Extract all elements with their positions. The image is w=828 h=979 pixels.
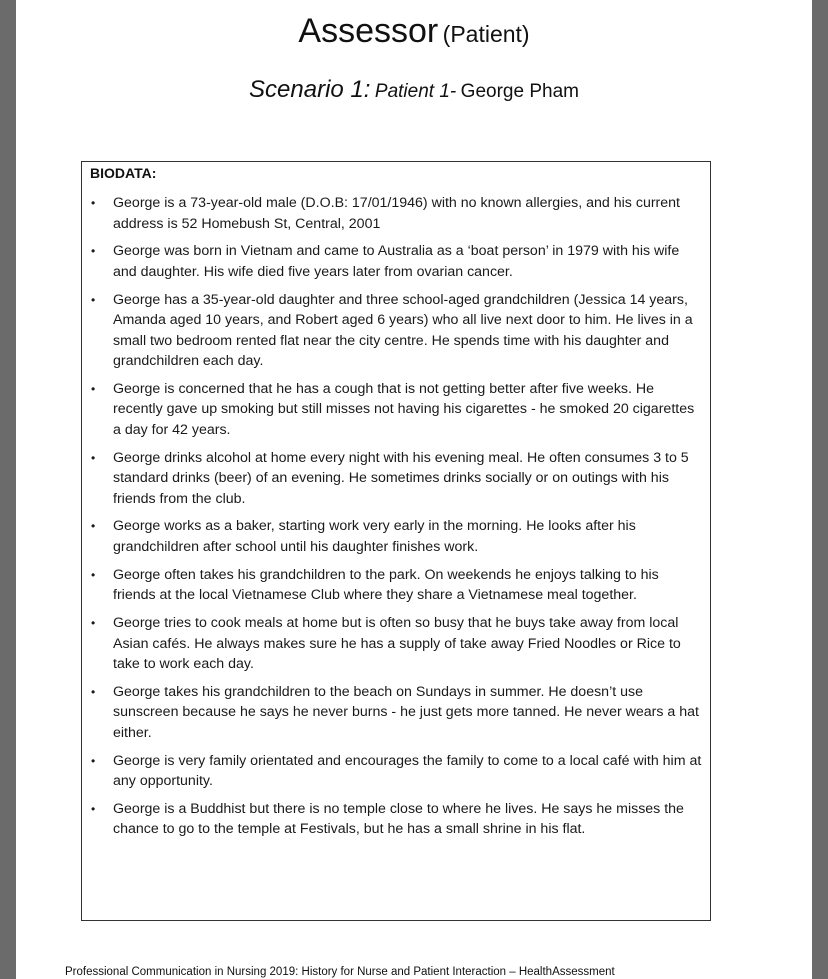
bullet-icon: •	[91, 684, 96, 699]
biodata-box	[81, 161, 711, 921]
title-sub: (Patient)	[442, 21, 530, 47]
bullet-icon: •	[91, 292, 96, 307]
bullet-icon: •	[91, 244, 96, 259]
list-item	[82, 193, 712, 234]
list-item	[82, 379, 712, 441]
bullet-icon: •	[91, 450, 96, 465]
bullet-icon: •	[91, 196, 96, 210]
bullet-icon: •	[91, 801, 96, 816]
list-item	[82, 565, 712, 606]
list-item-text: George drinks alcohol at home every night with his evening meal. He often consumes 3 to 5 standard drinks (beer) of an evening. He sometimes drinks socially or on outings with his friends from the club.	[113, 449, 689, 507]
page-footer: Professional Communication in Nursing 2019: History for Nurse and Patient Interaction – HealthAssessment	[65, 966, 615, 978]
list-item	[82, 448, 712, 510]
list-item	[82, 241, 712, 282]
biodata-list	[82, 193, 712, 847]
patient-label: Patient 1-	[374, 81, 457, 102]
biodata-heading: BIODATA:	[90, 165, 157, 181]
list-item	[82, 682, 712, 744]
list-item-text: George takes his grandchildren to the beach on Sundays in summer. He doesn’t use sunscreen because he says he never burns - he just gets more tanned. He never wears a hat either.	[113, 683, 699, 741]
list-item-text: George is a 73-year-old male (D.O.B: 17/01/1946) with no known allergies, and his current address is 52 Homebush St, Central, 2001	[113, 195, 681, 232]
list-item-text: George is very family orientated and encourages the family to come to a local café with him at any opportunity.	[113, 752, 702, 790]
title-main: Assessor	[298, 12, 439, 50]
list-item	[82, 290, 712, 372]
list-item	[82, 799, 712, 840]
list-item	[82, 751, 712, 792]
document-page	[16, 0, 812, 979]
bullet-icon: •	[91, 753, 96, 768]
list-item-text: George often takes his grandchildren to the park. On weekends he enjoys talking to his friends at the local Vietnamese Club where they share a Vietnamese meal together.	[113, 566, 659, 604]
list-item-text: George was born in Vietnam and came to Australia as a ‘boat person’ in 1979 with his wife and daughter. His wife died five years later from ovarian cancer.	[113, 243, 680, 280]
list-item	[82, 516, 712, 557]
scenario-label: Scenario 1:	[249, 76, 371, 103]
scenario-heading	[16, 76, 812, 104]
list-item-text: George is concerned that he has a cough that is not getting better after five weeks. He recently gave up smoking but still misses not having his cigarettes - he smoked 20 cigarettes a day for 42 years.	[113, 380, 695, 438]
bullet-icon: •	[91, 616, 96, 631]
bullet-icon: •	[91, 567, 96, 582]
bullet-icon: •	[91, 381, 96, 396]
list-item	[82, 613, 712, 675]
list-item-text: George works as a baker, starting work very early in the morning. He looks after his grandchildren after school until his daughter finishes work.	[113, 518, 636, 555]
list-item-text: George is a Buddhist but there is no temple close to where he lives. He says he misses the chance to go to the temple at Festivals, but he has a small shrine in his flat.	[113, 800, 684, 838]
bullet-icon: •	[91, 519, 96, 534]
list-item-text: George has a 35-year-old daughter and three school-aged grandchildren (Jessica 14 years, Amanda aged 10 years, and Robert aged 6 years) who all live next door to him. He lives in a small two bedroom rented flat near the city centre. He spends time with his daughter and grandchildren each day.	[113, 291, 693, 370]
list-item-text: George tries to cook meals at home but is often so busy that he buys take away from local Asian cafés. He always makes sure he has a supply of take away Fried Noodles or Rice to take to work each day.	[113, 615, 681, 673]
page-title	[16, 12, 812, 51]
patient-name: George Pham	[460, 81, 579, 102]
